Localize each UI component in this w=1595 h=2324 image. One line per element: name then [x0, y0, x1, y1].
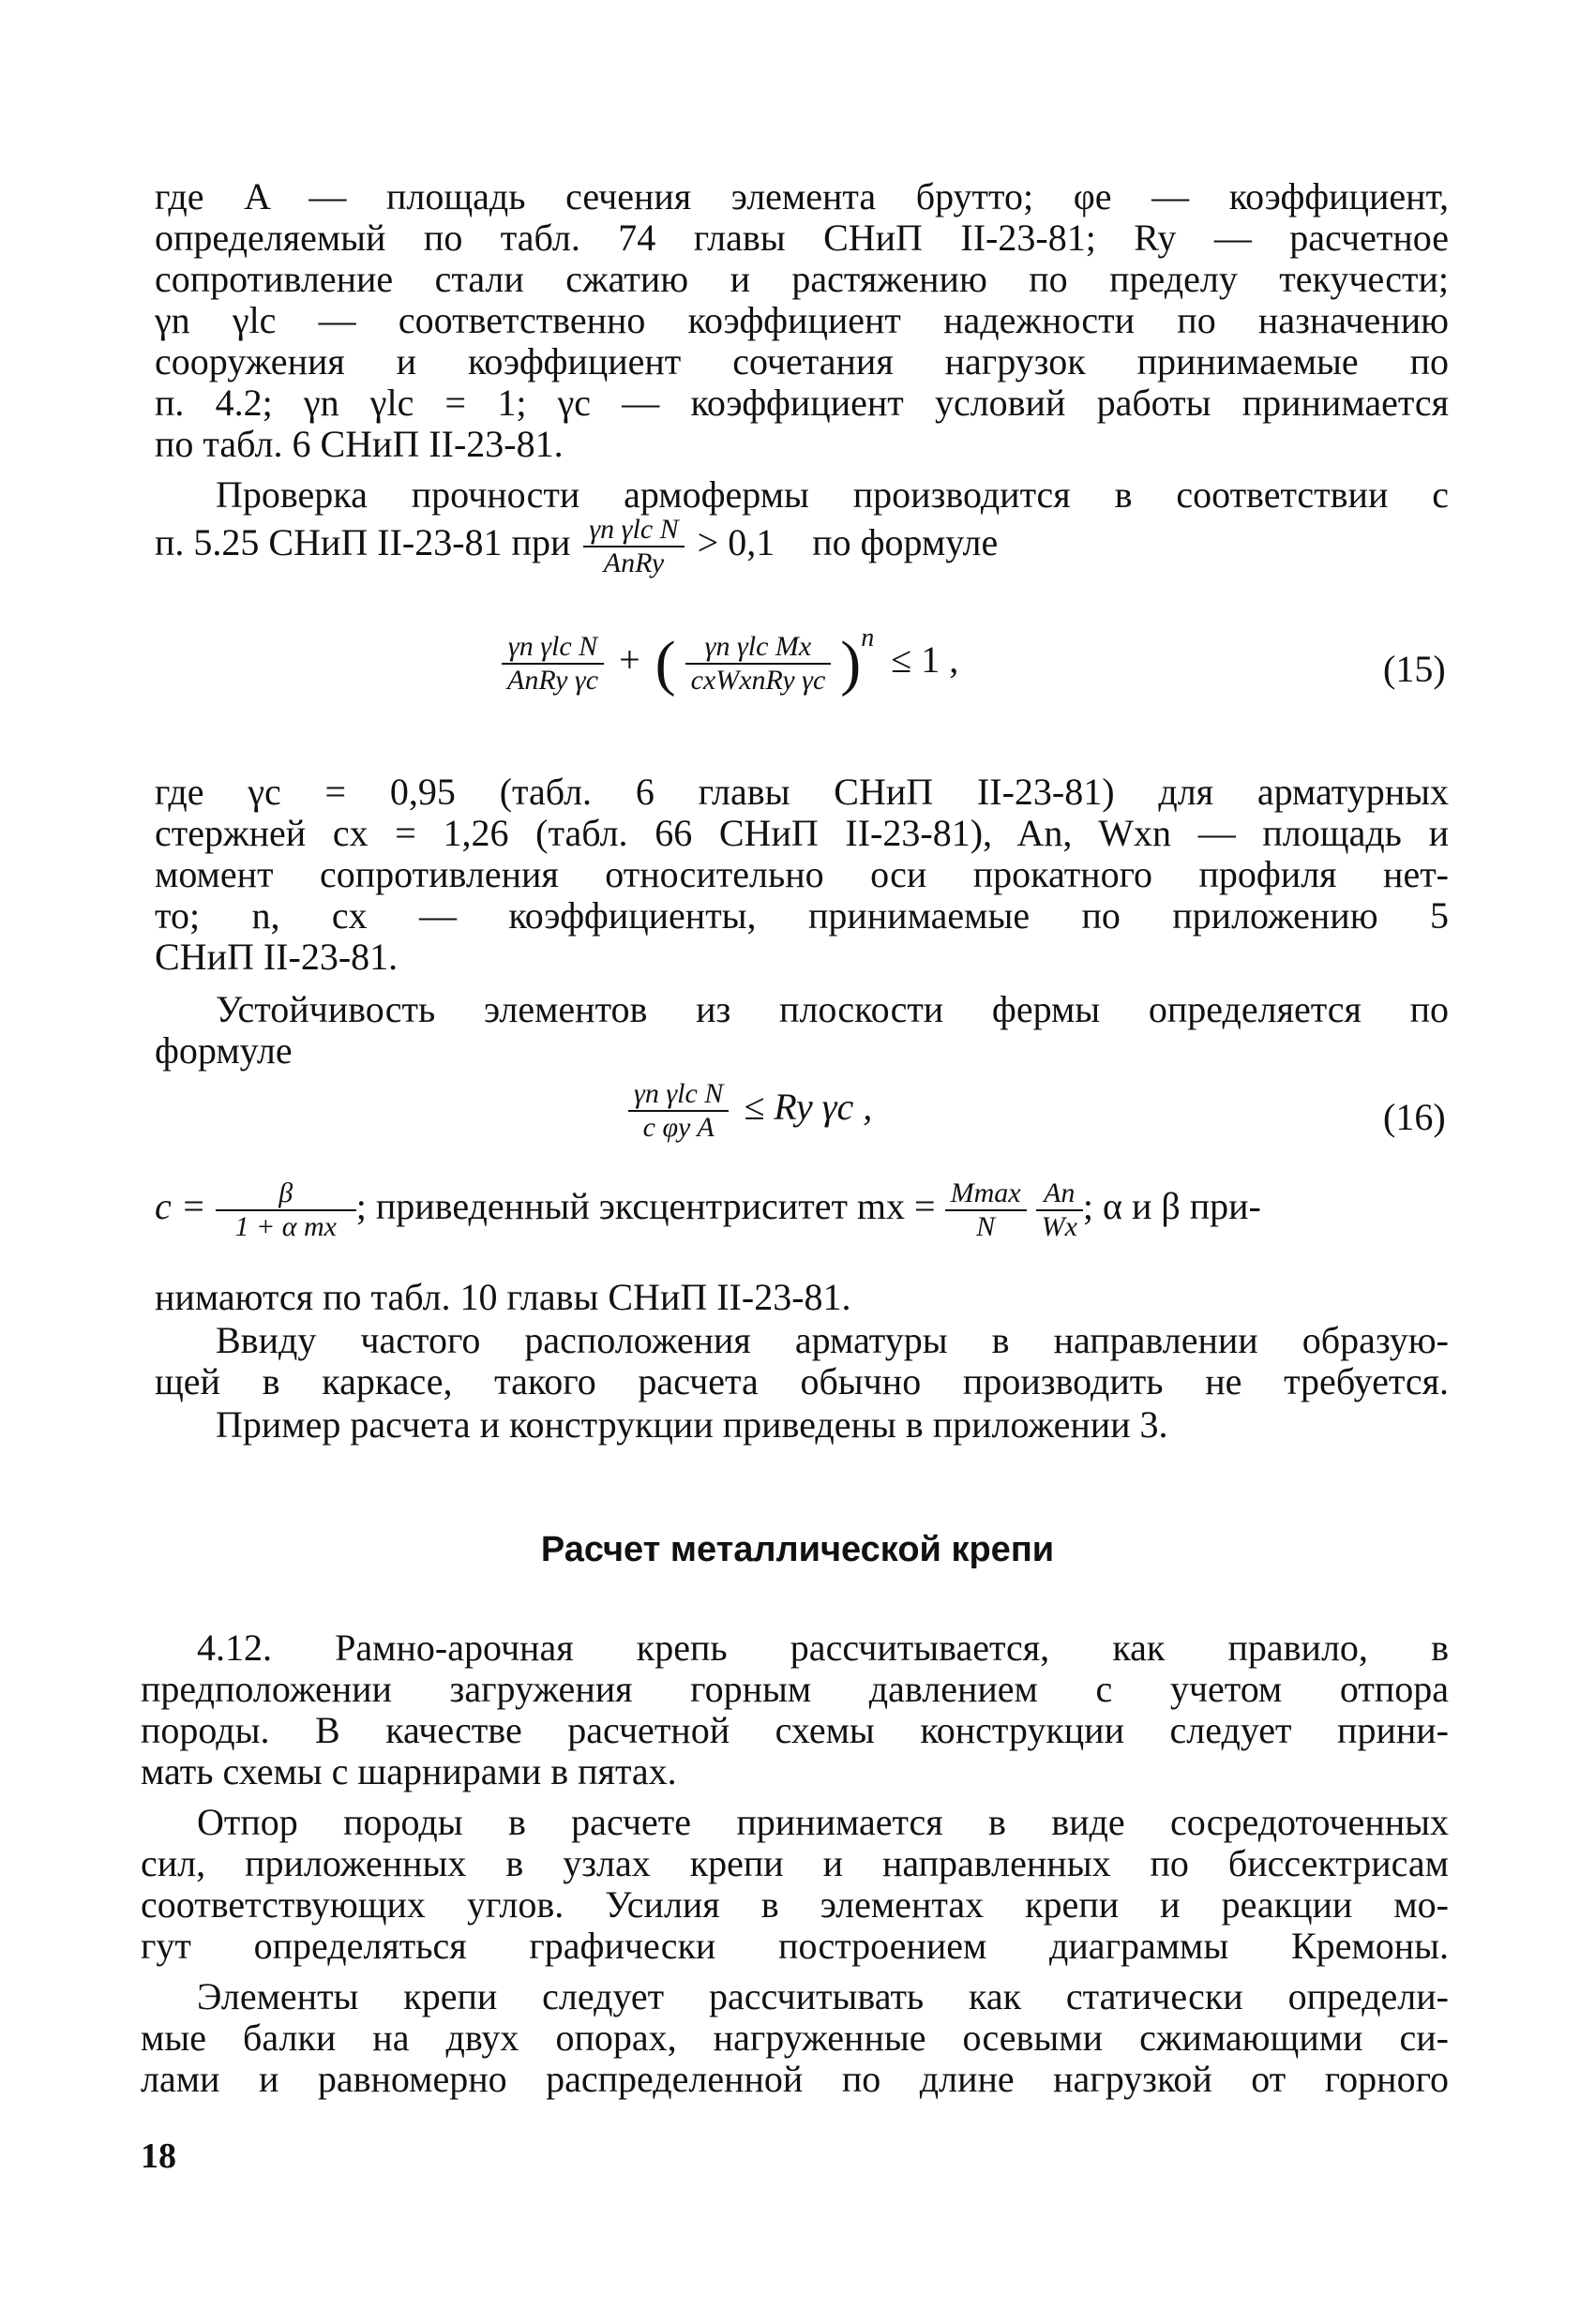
fraction-denominator: AnRy γc	[507, 664, 599, 696]
text-line: сил, приложенных в узлах крепи и направленных по биссектрисам	[141, 1843, 1449, 1884]
text-line: сопротивление стали сжатию и растяжению по пределу текучести;	[155, 259, 1449, 300]
text-fragment: ; приведенный эксцентриситет mx =	[355, 1185, 936, 1228]
condition-fraction	[583, 514, 684, 579]
text-line: Пример расчета и конструкции приведены в приложении 3.	[216, 1404, 1168, 1446]
fraction-denominator: c φy A	[642, 1112, 715, 1143]
c-equals: c =	[155, 1185, 206, 1228]
right-paren: )	[840, 628, 862, 697]
m-fraction-2	[1036, 1177, 1083, 1243]
fraction-numerator: γn γlc N	[628, 1078, 729, 1112]
text-line: мые балки на двух опорах, нагруженные осевыми сжимающими си-	[141, 2017, 1449, 2059]
equation-number: (16)	[1383, 1096, 1446, 1138]
text-line: определяемый по табл. 74 главы СНиП II-23-81; Ry — расчетное	[155, 217, 1449, 259]
section-heading: Расчет металлической крепи	[540, 1530, 1055, 1569]
text-line: 4.12. Рамно-арочная крепь рассчитывается, как правило, в	[197, 1627, 1449, 1669]
c-fraction	[216, 1177, 356, 1243]
formula-16	[628, 1078, 872, 1144]
equation-number: (15)	[1383, 648, 1446, 690]
formula-fraction	[628, 1078, 729, 1144]
text-line: по табл. 6 СНиП II-23-81.	[155, 424, 564, 465]
fraction-denominator: Wx	[1041, 1211, 1077, 1242]
text-line: нимаются по табл. 10 главы СНиП II-23-81.	[155, 1277, 851, 1318]
text-line: формуле	[155, 1030, 293, 1072]
relation: ≤ Ry γc ,	[744, 1086, 873, 1129]
m-fraction-1	[945, 1177, 1027, 1243]
text-line: сооружения и коэффициент сочетания нагрузок принимаемые по	[155, 341, 1449, 382]
left-paren: (	[655, 628, 676, 697]
formula-15	[502, 623, 958, 699]
text-line: лами и равномерно распределенной по длине нагрузкой от горного	[141, 2059, 1449, 2100]
plus-sign: +	[619, 638, 640, 681]
text-line: Устойчивость элементов из плоскости фермы определяется по	[216, 989, 1449, 1030]
fraction-numerator: An	[1036, 1177, 1083, 1211]
fraction-denominator: cxWxnRy γc	[690, 664, 826, 696]
text-line: соответствующих углов. Усилия в элементах крепи и реакции мо-	[141, 1884, 1449, 1926]
text-line: гут определяться графически построением диаграммы Кремоны.	[141, 1926, 1449, 1967]
fraction-numerator: γn γlc N	[583, 514, 684, 547]
fraction-denominator: N	[976, 1211, 996, 1242]
text-line: породы. В качестве расчетной схемы конструкции следует прини-	[141, 1710, 1449, 1751]
fraction-denominator: 1 + α mx	[234, 1211, 337, 1242]
fraction-denominator: AnRy	[603, 547, 665, 578]
condition-relation: > 0,1	[697, 521, 775, 564]
formula-fraction	[685, 631, 832, 697]
fraction-numerator: γn γlc Mx	[685, 631, 832, 665]
text-fragment: ; α и β при-	[1082, 1185, 1261, 1228]
text-line: щей в каркасе, такого расчета обычно производить не требуется.	[155, 1361, 1449, 1402]
text-line: где A — площадь сечения элемента брутто; φe — коэффициент,	[155, 176, 1449, 217]
fraction-numerator: β	[216, 1177, 356, 1211]
fraction-numerator: Mmax	[945, 1177, 1027, 1211]
text-line: где γc = 0,95 (табл. 6 главы СНиП II-23-81) для арматурных	[155, 772, 1449, 813]
text-fragment: п. 5.25 СНиП II-23-81 при	[155, 521, 571, 564]
condition-line	[155, 514, 998, 579]
fraction-numerator: γn γlc N	[502, 631, 604, 665]
formula-fraction	[502, 631, 604, 697]
text-line: предположении загружения горным давлением с учетом отпора	[141, 1669, 1449, 1710]
text-line: то; n, cx — коэффициенты, принимаемые по приложению 5	[155, 895, 1449, 937]
text-line: мать схемы с шарнирами в пятах.	[141, 1751, 677, 1792]
c-definition-line	[155, 1177, 1449, 1243]
relation: ≤ 1 ,	[891, 638, 959, 681]
exponent: n	[861, 623, 875, 652]
text-fragment: по формуле	[812, 521, 999, 564]
text-line: Проверка прочности армофермы производится в соответствии с	[216, 474, 1449, 516]
text-line: п. 4.2; γn γlc = 1; γc — коэффициент условий работы принимается	[155, 382, 1449, 424]
text-line: стержней cx = 1,26 (табл. 66 СНиП II-23-81), An, Wxn — площадь и	[155, 813, 1449, 854]
text-line: СНиП II-23-81.	[155, 937, 399, 978]
text-line: Элементы крепи следует рассчитывать как статически определи-	[197, 1976, 1449, 2017]
text-line: γn γlc — соответственно коэффициент надежности по назначению	[155, 300, 1449, 341]
text-line: момент сопротивления относительно оси прокатного профиля нет-	[155, 854, 1449, 895]
text-line: Ввиду частого расположения арматуры в направлении образую-	[216, 1320, 1449, 1361]
text-line: Отпор породы в расчете принимается в виде сосредоточенных	[197, 1802, 1449, 1843]
page-number: 18	[141, 2137, 176, 2176]
